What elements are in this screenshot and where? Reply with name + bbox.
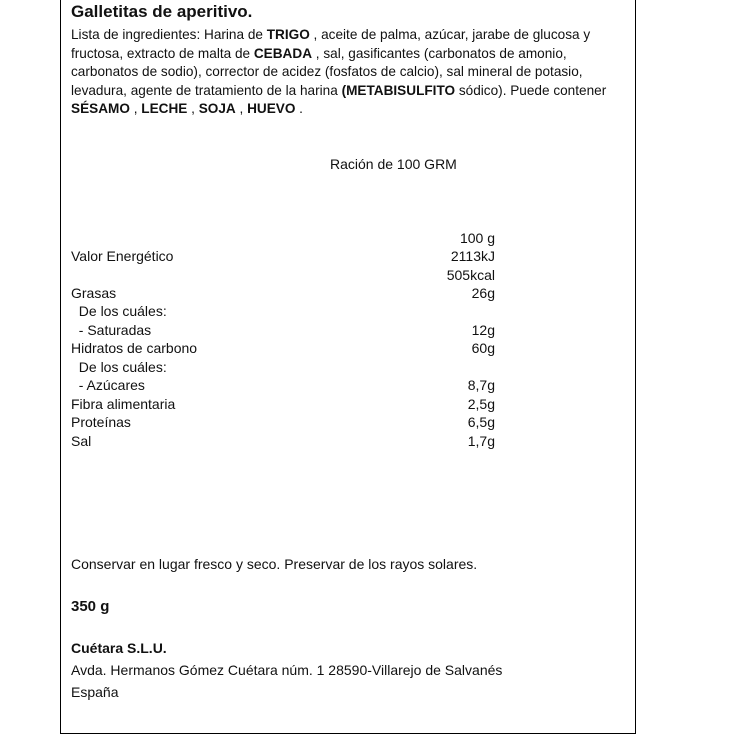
nutrient-value: 8,7g — [467, 377, 495, 393]
nutrient-label: Hidratos de carbono — [71, 340, 198, 356]
nutrient-label: - Azúcares — [71, 377, 145, 393]
company-name: Cuétara S.L.U. — [71, 640, 167, 656]
nutrient-label: Valor Energético — [71, 248, 174, 264]
allergen-trigo: TRIGO — [266, 27, 310, 42]
serving-label: Ración de 100 GRM — [330, 156, 457, 172]
company-address: Avda. Hermanos Gómez Cuétara núm. 1 28590-Villarejo de Salvanés — [71, 662, 503, 678]
per-100g-header: 100 g — [459, 230, 495, 246]
nutrient-label: - Saturadas — [71, 322, 152, 338]
ingredients-text: , aceite de palma, azúcar, jarabe de glucosa y fructosa, extracto de malta de — [71, 27, 591, 61]
nutrient-label: De los cuáles: — [71, 359, 167, 375]
ingredients-text: , — [129, 101, 142, 117]
nutrient-label: Proteínas — [71, 414, 131, 430]
ingredients-text: sódico). Puede contener — [455, 82, 607, 98]
ingredients-text: , — [187, 101, 199, 117]
ingredients-text: , sal, gasificantes (carbonatos de amonio, carbonatos de sodio), corrector de acidez (fosfatos de calcio), sal mineral de potasio, levadura, agente de tratamiento de la harina — [71, 45, 583, 98]
nutrient-label: Fibra alimentaria — [71, 396, 176, 412]
ingredients-list — [71, 26, 631, 119]
ingredients-text: Lista de ingredientes: Harina de — [71, 27, 267, 42]
nutrient-label: De los cuáles: — [71, 303, 167, 319]
allergen-cebada: CEBADA — [253, 45, 313, 61]
company-country: España — [71, 684, 119, 700]
nutrient-value: 505kcal — [446, 267, 495, 283]
nutrient-value: 26g — [471, 285, 495, 301]
ingredients-text: , — [235, 101, 248, 117]
ingredients-text: . — [295, 101, 303, 117]
allergen-metabisulfito: (METABISULFITO — [341, 82, 456, 98]
nutrient-value: 2,5g — [467, 396, 495, 412]
nutrient-value: 12g — [471, 322, 495, 338]
storage-instructions: Conservar en lugar fresco y seco. Preservar de los rayos solares. — [71, 556, 478, 572]
nutrient-value: 60g — [471, 340, 495, 356]
allergen-sesamo: SÉSAMO — [71, 101, 130, 117]
nutrient-value: 6,5g — [467, 414, 495, 430]
nutrient-value: 1,7g — [467, 433, 495, 449]
allergen-leche: LECHE — [141, 101, 188, 117]
nutrient-label: Sal — [71, 433, 92, 449]
net-weight: 350 g — [71, 598, 110, 615]
product-title: Galletitas de aperitivo. — [71, 2, 253, 21]
nutrient-label: Grasas — [71, 285, 117, 301]
nutrient-value: 2113kJ — [450, 248, 495, 264]
allergen-soja: SOJA — [198, 101, 236, 117]
allergen-huevo: HUEVO — [247, 101, 296, 117]
